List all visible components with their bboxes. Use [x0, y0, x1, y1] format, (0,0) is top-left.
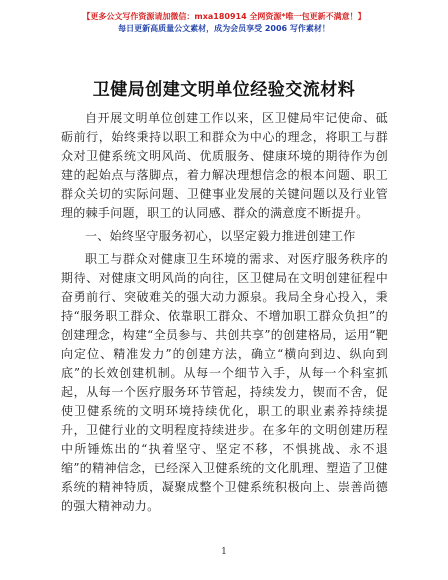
promo-banner	[0, 11, 448, 35]
document-body	[61, 109, 388, 520]
section-heading: 一、始终坚守服务初心，以坚定毅力推进创建工作	[85, 229, 356, 243]
promo-banner-line2: 每日更新高质量公文素材，成为会员享受 2006 写作素材！	[118, 24, 330, 33]
body-paragraph: 职工与群众对健康卫生环境的需求、对医疗服务秩序的期待、对健康文明风尚的向往，区卫健局在文明创建征程中奋勇前行、突破难关的强大动力源泉。我局全身心投入，秉持“服务职工群众、依靠职工群众、不增加职工群众负担”的创建理念，构建“全员参与、共创共享”的创建格局，运用“靶向定位、精准发力”的创建方法，确立“横向到边、纵向到底”的长效创建机制。从每一个细节入手，从每一个科室抓起，从每一个医疗服务环节管起，持续发力，锲而不舍，促使卫健系统的文明环境持续优化，职工的职业素养持续提升，卫健行业的文明程度持续进步。在多年的文明创建历程中所锤炼出的“执着坚守、坚定不移，不惧挑战、永不退缩”的精神信念，已经深入卫健系统的文化肌理、塑造了卫健系统的精神特质，凝聚成整个卫健系统积极向上、崇善尚德的强大精神动力。	[61, 252, 388, 513]
intro-paragraph: 自开展文明单位创建工作以来，区卫健局牢记使命、砥砺前行，始终秉持以职工和群众为中心的理念，将职工与群众对卫健系统文明风尚、优质服务、健康环境的期待作为创建的起始点与落脚点，着力解决理想信念的根本问题、职工群众关切的实际问题、卫健事业发展的关键问题以及行业管理的棘手问题，职工的认同感、群众的满意度不断提升。	[61, 111, 388, 220]
promo-banner-line1: 【更多公文写作资源请加微信：mxa180914 全网资源*唯一包更新不满意！】	[82, 12, 366, 21]
document-title: 卫健局创建文明单位经验交流材料	[92, 80, 356, 100]
page-number: 1	[221, 547, 227, 557]
